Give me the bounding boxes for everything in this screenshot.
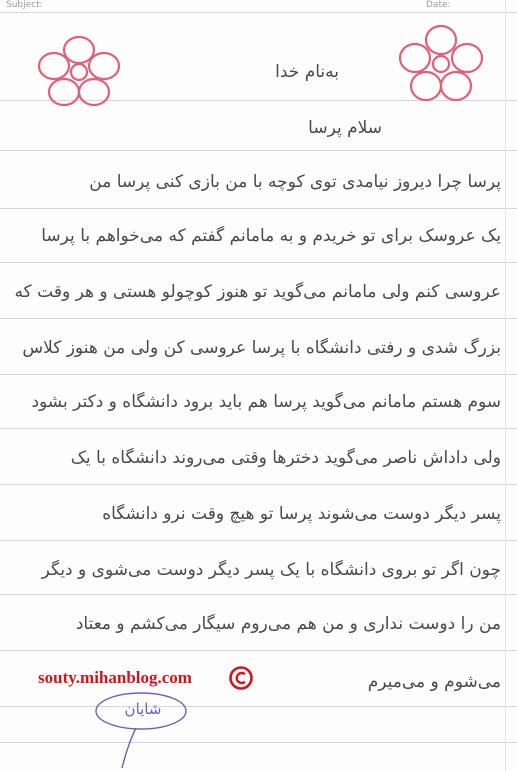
subject-label: Subject: <box>6 0 43 10</box>
letter-greeting: سلام پرسا <box>308 118 382 138</box>
letter-line: یک عروسک برای تو خریدم و به مامانم گفتم که می‌خواهم با پرسا <box>41 226 501 246</box>
ruled-line <box>0 540 517 541</box>
flower-left-icon <box>34 34 124 110</box>
date-label: Date: <box>426 0 451 10</box>
ruled-line <box>0 428 517 429</box>
ruled-line <box>0 374 517 375</box>
watermark-url: souty.mihanblog.com <box>38 668 192 687</box>
copyright-icon <box>228 665 254 691</box>
letter-line: پرسا چرا دیروز نیامدی توی کوچه با من بازی کنی پرسا من <box>89 172 501 192</box>
ruled-line <box>0 318 517 319</box>
letter-line: چون اگر تو بروی دانشگاه با یک پسر دیگر دوست می‌شوی و دیگر <box>41 560 501 580</box>
letter-line: ولی داداش ناصر می‌گوید دخترها وقتی می‌روند دانشگاه با یک <box>70 448 501 468</box>
letter-line: من را دوست نداری و من هم می‌روم سیگار می‌کشم و معتاد <box>75 614 501 634</box>
letter-line: می‌شوم و می‌میرم <box>367 672 501 692</box>
letter-line: پسر دیگر دوست می‌شوند پرسا تو هیچ وقت نرو دانشگاه <box>102 504 501 524</box>
ruled-line <box>0 484 517 485</box>
signature-stroke <box>118 726 148 770</box>
letter-line: بزرگ شدی و رفتی دانشگاه با پرسا عروسی کن ولی من هنوز کلاس <box>22 338 501 358</box>
letter-title: به‌نام خدا <box>275 62 339 82</box>
ruled-line <box>0 208 517 209</box>
flower-right-icon <box>396 24 486 106</box>
letter-line: عروسی کنم ولی مامانم می‌گوید تو هنوز کوچولو هستی و هر وقت که <box>14 282 501 302</box>
ruled-line <box>0 150 517 151</box>
ruled-line <box>0 650 517 651</box>
ruled-line <box>0 12 517 13</box>
margin-line <box>505 0 506 771</box>
letter-line: سوم هستم مامانم می‌گوید پرسا هم باید برود دانشگاه و دکتر بشود <box>31 392 501 412</box>
ruled-line <box>0 706 517 707</box>
signature: شایان <box>124 700 162 718</box>
ruled-line <box>0 742 517 743</box>
ruled-line <box>0 594 517 595</box>
ruled-line <box>0 262 517 263</box>
